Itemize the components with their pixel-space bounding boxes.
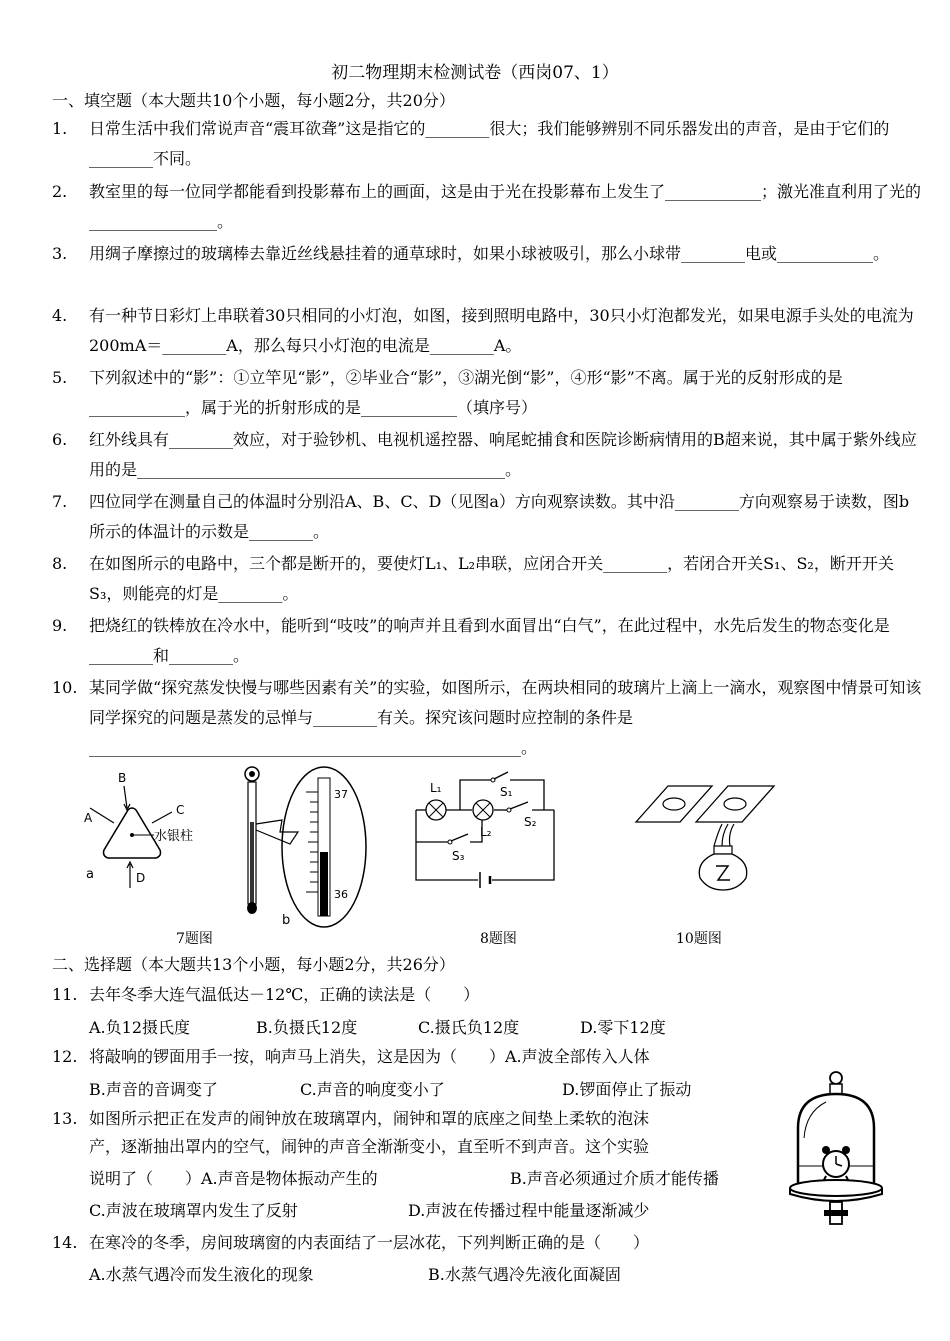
figure-8-circuit <box>408 768 568 890</box>
direction-a-label: A <box>84 811 93 825</box>
magnifier-pointer <box>256 820 298 844</box>
question-number: 9. <box>52 616 68 635</box>
option-b: B.负摄氏12度 <box>256 1018 358 1037</box>
option-a: 说明了（ ）A.声音是物体振动产生的 <box>89 1169 378 1188</box>
question-number: 8. <box>52 554 68 573</box>
flame-icon <box>714 824 734 846</box>
water-drop-left <box>663 798 685 810</box>
scale-ticks <box>306 792 318 892</box>
thermometer-bulb <box>247 902 257 914</box>
figure-10-diagram <box>618 772 788 902</box>
clock-bell-right <box>842 1146 850 1154</box>
jar-knob <box>830 1072 842 1084</box>
question-number: 2. <box>52 182 68 201</box>
question-text: 在如图所示的电路中，三个都是断开的，要使灯L₁、L₂串联，应闭合开关________，若闭合开关S₁、S₂，断开开关S₃，则能亮的灯是________。 <box>89 554 894 603</box>
option-b: B.声音的音调变了 <box>89 1080 218 1099</box>
scale-label-37: 37 <box>334 788 348 801</box>
question-number: 10. <box>52 678 78 697</box>
question-number: 1. <box>52 119 68 138</box>
option-b: B.水蒸气遇冷先液化面凝固 <box>428 1265 621 1284</box>
option-c: C.声音的响度变小了 <box>300 1080 445 1099</box>
direction-b-label: B <box>118 771 127 785</box>
option-c: C.摄氏负12度 <box>418 1018 520 1037</box>
switch-s2-label: S₂ <box>524 815 537 829</box>
arrow-a <box>90 808 114 823</box>
question-number: 4. <box>52 306 68 325</box>
question-text: 有一种节日彩灯上串联着30只相同的小灯泡，如图，接到照明电路中，30只小灯泡都发光，如果电源手头处的电流为200mA＝________A，那么每只小灯泡的电流是________A。 <box>89 306 914 355</box>
switch-s1-label: S₁ <box>500 785 513 799</box>
figure-8-caption: 8题图 <box>480 931 517 947</box>
option-c: C.声波在玻璃罩内发生了反射 <box>89 1201 298 1220</box>
question-number: 6. <box>52 430 68 449</box>
option-a: A.水蒸气遇冷而发生液化的现象 <box>89 1265 314 1284</box>
question-text: 某同学做“探究蒸发快慢与哪些因素有关”的实验，如图所示，在两块相同的玻璃片上滴上一滴水，观察图中情景可知该同学探究的问题是蒸发的忌惮与________有关。探究该问题时应控制的条件是______________________________________________________。 <box>89 678 922 757</box>
question-text: 将敲响的锣面用手一按，响声马上消失，这是因为（ ）A.声波全部传入人体 <box>89 1047 650 1066</box>
option-a: A.负12摄氏度 <box>89 1018 191 1037</box>
question-text: 如图所示把正在发声的闹钟放在玻璃罩内，闹钟和罩的底座之间垫上柔软的泡沫 <box>89 1109 650 1128</box>
option-d: D.声波在传播过程中能量逐渐减少 <box>408 1201 650 1220</box>
figure-7a-diagram <box>78 768 213 888</box>
question-text: 教室里的每一位同学都能看到投影幕布上的画面，这是由于光在投影幕布上发生了____________；激光准直利用了光的________________。 <box>89 182 922 231</box>
option-d: D.零下12度 <box>580 1018 666 1037</box>
question-number: 12. <box>52 1047 78 1066</box>
jar-neck <box>830 1084 842 1094</box>
lamp-neck <box>714 846 732 854</box>
magnified-mercury-column <box>320 852 328 916</box>
question-number: 13. <box>52 1109 78 1128</box>
thermometer-cap-center <box>249 771 255 777</box>
figure-7b-diagram <box>232 762 372 928</box>
switch-s3 <box>451 834 468 841</box>
switch-s2 <box>510 802 528 809</box>
question-text: 把烧红的铁棒放在冷水中，能听到“吱吱”的响声并且看到水面冒出“白气”，在此过程中，水先后发生的物态变化是________和________。 <box>89 616 890 665</box>
figure-a-label: a <box>86 867 94 882</box>
switch-s3-label: S₃ <box>452 849 465 863</box>
section-fill-blank-heading: 一、填空题（本大题共10个小题，每小题2分，共20分） <box>52 91 455 110</box>
direction-d-label: D <box>136 871 146 885</box>
mercury-column-dot <box>130 833 134 837</box>
question-number: 14. <box>52 1233 78 1252</box>
question-text: 去年冬季大连气温低达－12℃，正确的读法是（ ） <box>89 985 480 1004</box>
exam-title: 初二物理期末检测试卷（西岗07、1） <box>331 63 619 83</box>
section-choice-heading: 二、选择题（本大题共13个小题，每小题2分，共26分） <box>52 955 455 974</box>
question-text: 下列叙述中的“影”：①立竿见“影”，②毕业合“影”，③湖光倒“影”，④形“影”不离。属于光的反射形成的是____________，属于光的折射形成的是____________（填序号） <box>89 368 843 417</box>
option-b: B.声音必须通过介质才能传播 <box>510 1169 719 1188</box>
jar-base-plate <box>790 1180 882 1196</box>
question-number: 5. <box>52 368 68 387</box>
scale-label-36: 36 <box>334 888 348 901</box>
direction-c-label: C <box>176 803 185 817</box>
question-text: 四位同学在测量自己的体温时分别沿A、B、C、D（见图a）方向观察读数。其中沿________方向观察易于读数，图b所示的体温计的示数是________。 <box>89 492 910 541</box>
question-number: 7. <box>52 492 68 511</box>
question-text: 用绸子摩擦过的玻璃棒去靠近丝线悬挂着的通草球时，如果小球被吸引，那么小球带________电或____________。 <box>89 244 890 263</box>
lamp-l2-label: L₂ <box>480 825 492 839</box>
thermometer-mercury <box>250 822 254 904</box>
question-number: 3. <box>52 244 68 263</box>
figure-b-label: b <box>282 913 291 928</box>
question-number: 11. <box>52 985 78 1004</box>
question-text: 日常生活中我们常说声音“震耳欲聋”这是指它的________很大；我们能够辨别不同乐器发出的声音，是由于它们的________不同。 <box>89 119 890 168</box>
jar-highlight <box>804 1102 826 1138</box>
switch-s1 <box>494 772 508 779</box>
arrow-c <box>152 812 172 823</box>
lamp-l1-label: L₁ <box>430 781 442 795</box>
water-drop-right <box>724 798 746 810</box>
option-d: D.锣面停止了振动 <box>562 1080 692 1099</box>
question-text: 在寒冷的冬季，房间玻璃窗的内表面结了一层冰花，下列判断正确的是（ ） <box>89 1233 650 1252</box>
question-13-line-2: 产，逐渐抽出罩内的空气，闹钟的声音全渐渐变小，直至听不到声音。这个实验 <box>89 1137 650 1156</box>
figure-7-caption: 7题图 <box>176 931 213 947</box>
question-text: 红外线具有________效应，对于验钞机、电视机遥控器、响尾蛇捕食和医院诊断病情用的B超来说，其中属于紫外线应用的是______________________________________________。 <box>89 430 917 479</box>
bell-jar-alarm-clock-diagram <box>780 1068 892 1238</box>
clock-bell-left <box>822 1146 830 1154</box>
pipe-valve <box>824 1210 848 1216</box>
mercury-label: 水银柱 <box>154 829 194 844</box>
figure-10-caption: 10题图 <box>676 931 722 947</box>
